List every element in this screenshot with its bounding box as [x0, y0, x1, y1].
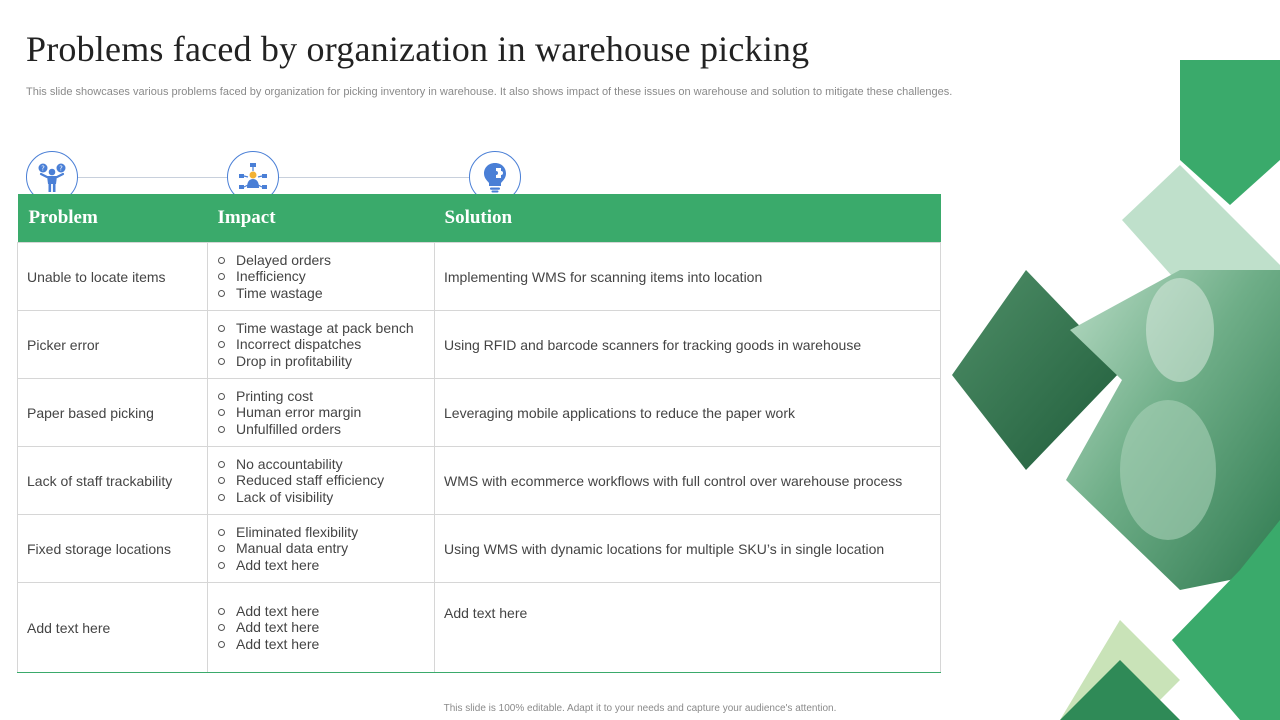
- impact-item: Lack of visibility: [217, 489, 425, 506]
- solution-cell: Using RFID and barcode scanners for tracking goods in warehouse: [435, 311, 941, 379]
- problem-cell: Paper based picking: [18, 379, 208, 447]
- problems-table: [17, 194, 941, 673]
- impact-cell: [208, 311, 435, 379]
- impact-cell: [208, 243, 435, 311]
- impact-item: Eliminated flexibility: [217, 524, 425, 541]
- impact-item: Add text here: [217, 557, 425, 574]
- header-solution: Solution: [435, 194, 941, 243]
- impact-list: [217, 524, 425, 574]
- impact-item: Add text here: [217, 603, 425, 620]
- problem-cell: Picker error: [18, 311, 208, 379]
- table-row: [18, 379, 941, 447]
- solution-cell: Add text here: [435, 583, 941, 673]
- table-row: [18, 311, 941, 379]
- table-row: [18, 447, 941, 515]
- problem-cell: Unable to locate items: [18, 243, 208, 311]
- table-row: [18, 243, 941, 311]
- solution-cell: Implementing WMS for scanning items into location: [435, 243, 941, 311]
- problem-cell: Lack of staff trackability: [18, 447, 208, 515]
- impact-item: Unfulfilled orders: [217, 421, 425, 438]
- impact-list: [217, 320, 425, 370]
- impact-item: Drop in profitability: [217, 353, 425, 370]
- impact-item: Add text here: [217, 636, 425, 653]
- impact-item: Delayed orders: [217, 252, 425, 269]
- svg-text:?: ?: [59, 164, 63, 173]
- solution-cell: WMS with ecommerce workflows with full control over warehouse process: [435, 447, 941, 515]
- impact-list: [217, 456, 425, 506]
- header-impact: Impact: [208, 194, 435, 243]
- problem-cell: Fixed storage locations: [18, 515, 208, 583]
- impact-item: No accountability: [217, 456, 425, 473]
- impact-item: Add text here: [217, 619, 425, 636]
- svg-text:?: ?: [41, 164, 45, 173]
- impact-list: [217, 252, 425, 302]
- impact-item: Printing cost: [217, 388, 425, 405]
- decorative-diamond-collage: [940, 0, 1280, 720]
- table-row: [18, 583, 941, 673]
- impact-item: Time wastage: [217, 285, 425, 302]
- table-row: [18, 515, 941, 583]
- impact-item: Human error margin: [217, 404, 425, 421]
- impact-item: Inefficiency: [217, 268, 425, 285]
- impact-item: Time wastage at pack bench: [217, 320, 425, 337]
- slide-title: Problems faced by organization in warehouse picking: [26, 29, 810, 69]
- impact-item: Reduced staff efficiency: [217, 472, 425, 489]
- solution-cell: Leveraging mobile applications to reduce the paper work: [435, 379, 941, 447]
- solution-cell: Using WMS with dynamic locations for multiple SKU’s in single location: [435, 515, 941, 583]
- impact-cell: [208, 515, 435, 583]
- footer-note: This slide is 100% editable. Adapt it to your needs and capture your audience's attention.: [443, 703, 837, 714]
- impact-cell: [208, 379, 435, 447]
- table-header-row: [18, 194, 941, 243]
- impact-item: Manual data entry: [217, 540, 425, 557]
- impact-cell: [208, 447, 435, 515]
- impact-list: [217, 603, 425, 653]
- header-problem: Problem: [18, 194, 208, 243]
- impact-cell: [208, 583, 435, 673]
- impact-item: Incorrect dispatches: [217, 336, 425, 353]
- person-silhouette: [1146, 278, 1214, 382]
- impact-list: [217, 388, 425, 438]
- slide-subtitle: This slide showcases various problems faced by organization for picking inventory in warehouse. It also shows impact of these issues on warehouse and solution to mitigate these challenges.: [26, 86, 953, 98]
- problem-cell: Add text here: [18, 583, 208, 673]
